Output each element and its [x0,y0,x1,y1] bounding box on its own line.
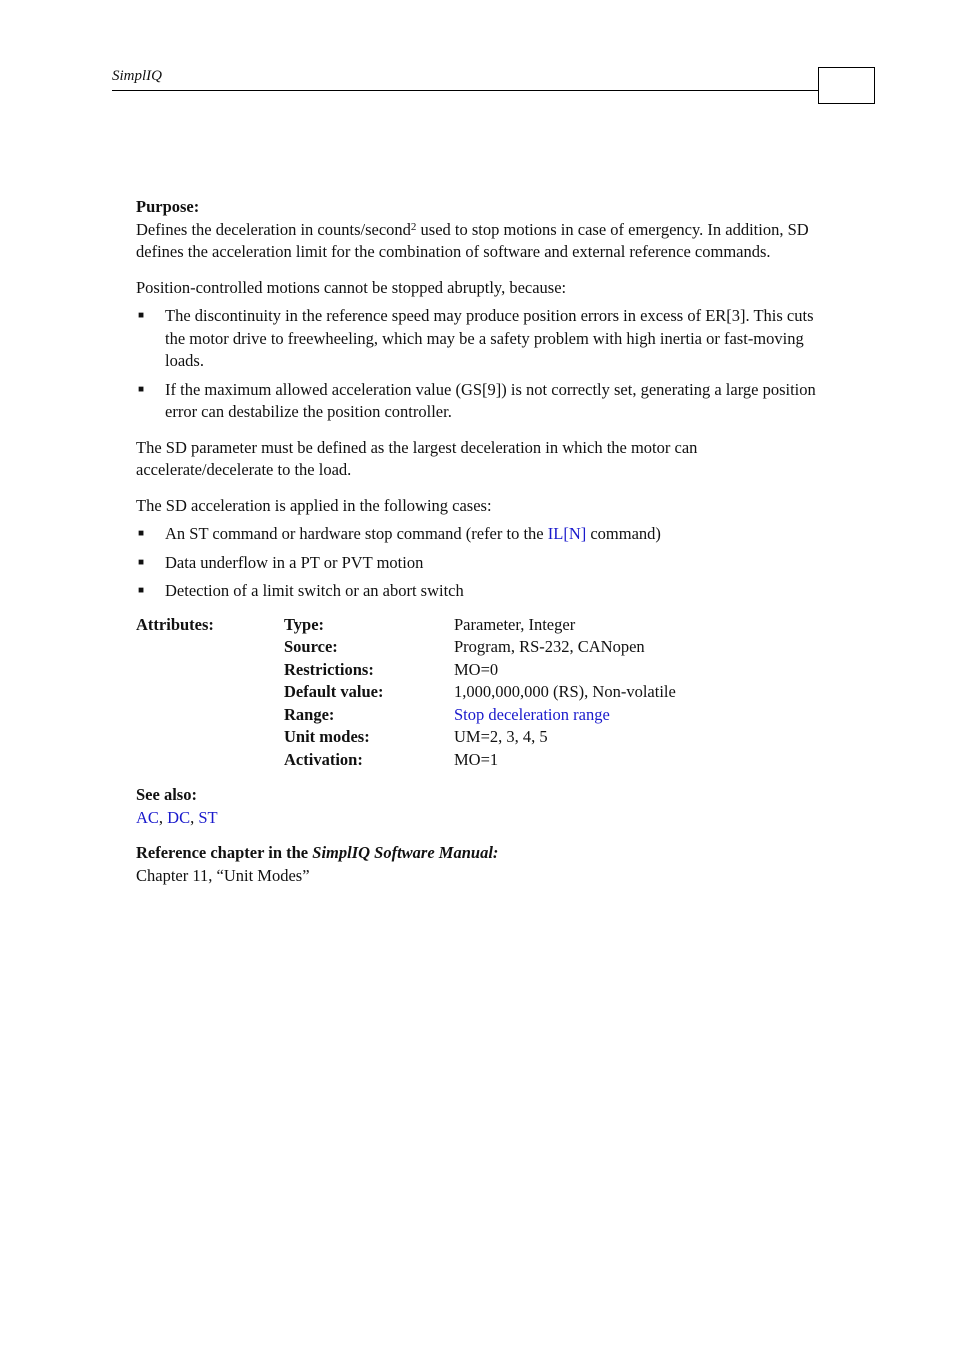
bullet-icon: ■ [138,585,145,596]
attribute-label: Restrictions: [284,659,374,679]
list-item-text: If the maximum allowed acceleration value (GS[9]) is not correctly set, generating a large position error can destabilize the position controller. [165,379,816,421]
range-link[interactable]: Stop deceleration range [454,704,610,724]
separator: , [190,807,199,827]
header-rule [112,90,818,91]
list-item-text: The discontinuity in the reference speed may produce position errors in excess of ER[3]. This cuts the motor drive to freewheeling, which may be a safety problem with high inertia or fast-moving loads. [165,306,814,370]
attributes-heading: Attributes: [136,614,214,634]
attribute-label: Unit modes: [284,727,370,746]
attribute-value: UM=2, 3, 4, 5 [454,727,548,746]
attribute-label: Default value: [284,682,384,701]
see-also-heading: See also: [136,785,197,804]
attribute-label: Range: [284,704,335,724]
see-also-links [136,807,826,830]
purpose-paragraph-4: The SD acceleration is applied in the following cases: [136,495,492,515]
purpose-heading: Purpose: [136,197,200,216]
attribute-label: Type: [284,614,325,634]
reference-text: Chapter 11, “Unit Modes” [136,865,310,885]
list-item-text: command) [586,524,661,543]
purpose-paragraph-3: The SD parameter must be defined as the largest deceleration in which the motor can accelerate/decelerate to the load. [136,437,698,479]
reference-heading-text: Reference chapter in the [136,843,313,862]
list-item [136,552,826,575]
bullet-icon: ■ [138,383,145,395]
attribute-value: MO=1 [454,749,499,769]
bullet-icon: ■ [138,556,145,568]
document-body [136,196,826,887]
attribute-label: Activation: [284,749,363,769]
list-item [136,523,826,546]
attribute-value: Parameter, Integer [454,614,576,634]
list-item-text: Detection of a limit switch or an abort switch [165,581,464,600]
purpose-text-b: used to stop motions in case of emergency. In addition, SD defines the acceleration limit for the combination of software and external reference commands. [136,219,809,261]
page-number-box [818,67,875,104]
separator: , [158,807,168,827]
header-brand: SimplIQ [112,68,162,84]
reference-heading [136,842,826,865]
reason-list [136,305,826,424]
purpose-text-a: Defines the deceleration in counts/second [136,219,411,239]
list-item [136,580,826,603]
purpose-paragraph-1 [136,219,826,264]
link-st[interactable]: ST [198,807,218,827]
attribute-label: Source: [284,637,338,656]
attribute-value: 1,000,000,000 (RS), Non-volatile [454,682,676,701]
cases-list [136,523,826,603]
link-dc[interactable]: DC [167,807,191,827]
list-item-text: Data underflow in a PT or PVT motion [165,552,424,572]
superscript: 2 [410,220,417,233]
bullet-icon: ■ [138,310,145,321]
list-item [136,379,826,424]
attributes-table [136,614,826,772]
reference-heading-manual: Software Manual: [370,843,499,862]
list-item-text: An ST command or hardware stop command (refer to the [165,524,548,543]
list-item [136,305,826,373]
link-ac[interactable]: AC [136,807,159,827]
bullet-icon: ■ [138,528,145,539]
reference-brand: SimplIQ [312,843,371,862]
link-il-n[interactable]: IL[N] [547,524,587,543]
attribute-value: Program, RS-232, CANopen [454,637,645,656]
purpose-paragraph-2: Position-controlled motions cannot be stopped abruptly, because: [136,277,567,297]
attribute-value: MO=0 [454,659,499,679]
